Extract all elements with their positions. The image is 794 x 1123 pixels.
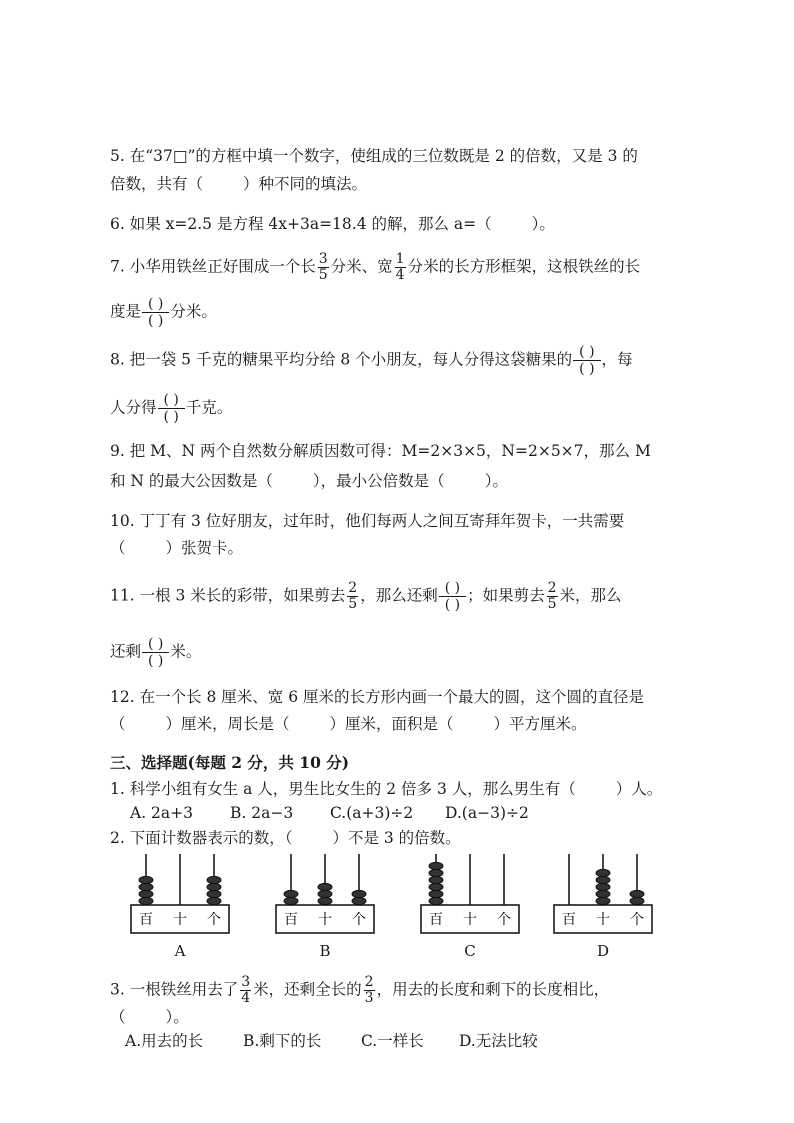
s3-question-3-line-1 <box>110 975 609 1006</box>
question-7-line-2 <box>110 296 217 329</box>
abacus-bead <box>429 876 443 883</box>
q9-text-d: ）。 <box>484 472 508 490</box>
q5-text-end: ）种不同的填法。 <box>243 175 368 193</box>
q7-answer-fraction-blank[interactable]: ( ) ( ) <box>142 296 169 329</box>
q8-text-a: 8. 把一袋 5 千克的糖果平均分给 8 个小朋友，每人分得这袋糖果的 <box>110 350 573 369</box>
s3-q3-text-d: （ <box>110 1008 126 1026</box>
question-12-line-1: 12. 在一个长 8 厘米、宽 6 厘米的长方形内画一个最大的圆，这个圆的直径是 <box>110 688 645 706</box>
q11-text-e: 还剩 <box>110 642 142 661</box>
abacus-caption: A <box>174 942 186 960</box>
abacus-place-label: 百 <box>139 912 153 928</box>
s3-question-1 <box>110 778 662 800</box>
q11-fraction-2: $\frac{2}{5}$ <box>547 580 557 612</box>
s3-q3-text-e: ）。 <box>165 1008 189 1026</box>
abacus-bead <box>207 890 221 897</box>
abacus-bead <box>284 897 298 904</box>
abacus-caption: C <box>464 942 476 960</box>
abacus-drawing <box>275 850 375 934</box>
q11-text-d: 米，那么 <box>559 586 622 605</box>
abacus-bead <box>596 869 610 876</box>
q8-text-b: ，每 <box>601 350 633 369</box>
abacus-place-label: 百 <box>284 912 298 928</box>
abacus-bead <box>596 883 610 890</box>
abacus-bead <box>352 890 366 897</box>
q11-text-a: 11. 一根 3 米长的彩带，如果剪去 <box>110 586 346 605</box>
abacus-place-label: 百 <box>562 912 576 928</box>
q7-text-b: 分米、宽 <box>330 257 393 276</box>
question-10-line-2 <box>110 537 243 559</box>
q9-text-b: 和 N 的最大公因数是（ <box>110 472 273 490</box>
abacus-bead <box>139 883 153 890</box>
q11-fraction-1: $\frac{2}{5}$ <box>348 580 358 612</box>
abacus-place-label: 百 <box>429 912 443 928</box>
abacus-place-label: 个 <box>630 912 644 928</box>
s3-q3-option-c[interactable]: C.一样长 <box>361 1032 424 1050</box>
abacus-bead <box>139 890 153 897</box>
abacus-place-label: 十 <box>463 912 477 928</box>
q7-text-a: 7. 小华用铁丝正好围成一个长 <box>110 257 316 276</box>
question-9-line-2 <box>110 470 508 492</box>
s3-q1-text: 1. 科学小组有女生 a 人，男生比女生的 2 倍多 3 人，那么男生有（ <box>110 780 576 798</box>
s3-q3-options <box>125 1030 569 1052</box>
q9-text-c: ），最小公倍数是（ <box>312 472 445 490</box>
s3-q1-text-end: ）人。 <box>615 780 663 798</box>
q8-weight-fraction-blank[interactable]: ( ) ( ) <box>158 392 185 425</box>
s3-q2-text-end: ）不是 3 的倍数。 <box>332 829 461 847</box>
s3-q1-options <box>130 802 555 824</box>
abacus-bead <box>318 883 332 890</box>
abacus-bead <box>596 876 610 883</box>
s3-q3-text-c: ，用去的长度和剩下的长度相比， <box>376 980 610 999</box>
s3-q1-option-b[interactable]: B. 2a−3 <box>230 804 294 822</box>
abacus-place-label: 十 <box>318 912 332 928</box>
question-12-line-2 <box>110 713 587 735</box>
q6-text-end: ）。 <box>531 215 555 233</box>
s3-q3-option-d[interactable]: D.无法比较 <box>459 1032 538 1050</box>
abacus-place-label: 十 <box>173 912 187 928</box>
abacus-bead <box>207 876 221 883</box>
q8-text-d: 千克。 <box>185 398 233 417</box>
abacus-b <box>275 850 375 938</box>
question-11-line-2 <box>110 636 201 669</box>
s3-q1-option-a[interactable]: A. 2a+3 <box>130 804 193 822</box>
s3-q3-text-a: 3. 一根铁丝用去了 <box>110 980 239 999</box>
abacus-bead <box>429 862 443 869</box>
abacus-bead <box>429 897 443 904</box>
q6-text: 6. 如果 x=2.5 是方程 4x+3a=18.4 的解，那么 a=（ <box>110 215 492 233</box>
abacus-bead <box>429 890 443 897</box>
question-9-line-1: 9. 把 M、N 两个自然数分解质因数可得：M=2×3×5，N=2×5×7，那么 M <box>110 442 651 460</box>
question-11-line-1 <box>110 580 622 613</box>
abacus-bead <box>139 897 153 904</box>
q11-fraction-blank-2[interactable]: ( ) ( ) <box>142 636 169 669</box>
question-5-line-2 <box>110 173 367 195</box>
q7-text-c: 分米的长方形框架，这根铁丝的长 <box>407 257 641 276</box>
abacus-place-label: 个 <box>207 912 221 928</box>
section-3-heading: 三、选择题(每题 2 分，共 10 分) <box>110 753 350 772</box>
abacus-bead <box>318 897 332 904</box>
abacus-bead <box>207 883 221 890</box>
s3-question-3-line-2 <box>110 1006 189 1028</box>
q10-text-c: ）张贺卡。 <box>165 539 244 557</box>
abacus-bead <box>318 890 332 897</box>
s3-q1-option-d[interactable]: D.(a−3)÷2 <box>445 804 529 822</box>
abacus-bead <box>284 890 298 897</box>
abacus-bead <box>630 897 644 904</box>
s3-q3-option-b[interactable]: B.剩下的长 <box>243 1032 322 1050</box>
abacus-bead <box>596 897 610 904</box>
question-8-line-1 <box>110 344 633 377</box>
s3-q3-fraction-used: $\frac{3}{4}$ <box>241 974 251 1006</box>
question-10-line-1: 10. 丁丁有 3 位好朋友，过年时，他们每两人之间互寄拜年贺卡，一共需要 <box>110 512 625 530</box>
q8-fraction-blank[interactable]: ( ) ( ) <box>573 344 600 377</box>
abacus-caption: D <box>596 942 610 960</box>
abacus-caption: B <box>319 942 331 960</box>
abacus-bead <box>429 883 443 890</box>
abacus-drawing <box>130 850 230 934</box>
abacus-drawing <box>553 850 653 934</box>
q7-text-e: 分米。 <box>170 302 217 321</box>
s3-q3-option-a[interactable]: A.用去的长 <box>125 1032 204 1050</box>
s3-q3-text-b: 米，还剩全长的 <box>253 980 362 999</box>
q11-text-c: ；如果剪去 <box>467 586 545 605</box>
q12-text-e: ）平方厘米。 <box>493 715 587 733</box>
abacus-place-label: 十 <box>596 912 610 928</box>
s3-q1-option-c[interactable]: C.(a+3)÷2 <box>330 804 414 822</box>
s3-q2-text: 2. 下面计数器表示的数，（ <box>110 829 293 847</box>
q12-text-c: ）厘米，周长是（ <box>165 715 290 733</box>
s3-question-2 <box>110 827 461 849</box>
question-8-line-2 <box>110 392 232 425</box>
abacus-place-label: 个 <box>352 912 366 928</box>
q8-text-c: 人分得 <box>110 398 157 417</box>
q7-text-d: 度是 <box>110 302 142 321</box>
question-6 <box>110 213 555 235</box>
abacus-place-label: 个 <box>497 912 511 928</box>
q7-fraction-width: $\frac{1}{4}$ <box>395 251 405 283</box>
q11-text-b: ，那么还剩 <box>360 586 438 605</box>
abacus-bead <box>352 897 366 904</box>
q11-text-f: 米。 <box>170 642 202 661</box>
q5-text: 倍数，共有（ <box>110 175 204 193</box>
q12-text-b: （ <box>110 715 126 733</box>
abacus-bead <box>596 890 610 897</box>
abacus-bead <box>429 869 443 876</box>
abacus-a <box>130 850 230 938</box>
q7-fraction-length: $\frac{3}{5}$ <box>318 251 328 283</box>
abacus-bead <box>139 876 153 883</box>
q10-text-b: （ <box>110 539 126 557</box>
q12-text-d: ）厘米，面积是（ <box>329 715 454 733</box>
abacus-c <box>420 850 520 938</box>
abacus-bead <box>630 890 644 897</box>
abacus-d <box>553 850 653 938</box>
s3-q3-fraction-remaining: $\frac{2}{3}$ <box>364 974 374 1006</box>
abacus-bead <box>207 897 221 904</box>
q11-fraction-blank-1[interactable]: ( ) ( ) <box>439 580 466 613</box>
question-5-line-1: 5. 在“37□”的方框中填一个数字，使组成的三位数既是 2 的倍数，又是 3 的 <box>110 147 638 165</box>
abacus-drawing <box>420 850 520 934</box>
question-7-line-1 <box>110 252 640 283</box>
